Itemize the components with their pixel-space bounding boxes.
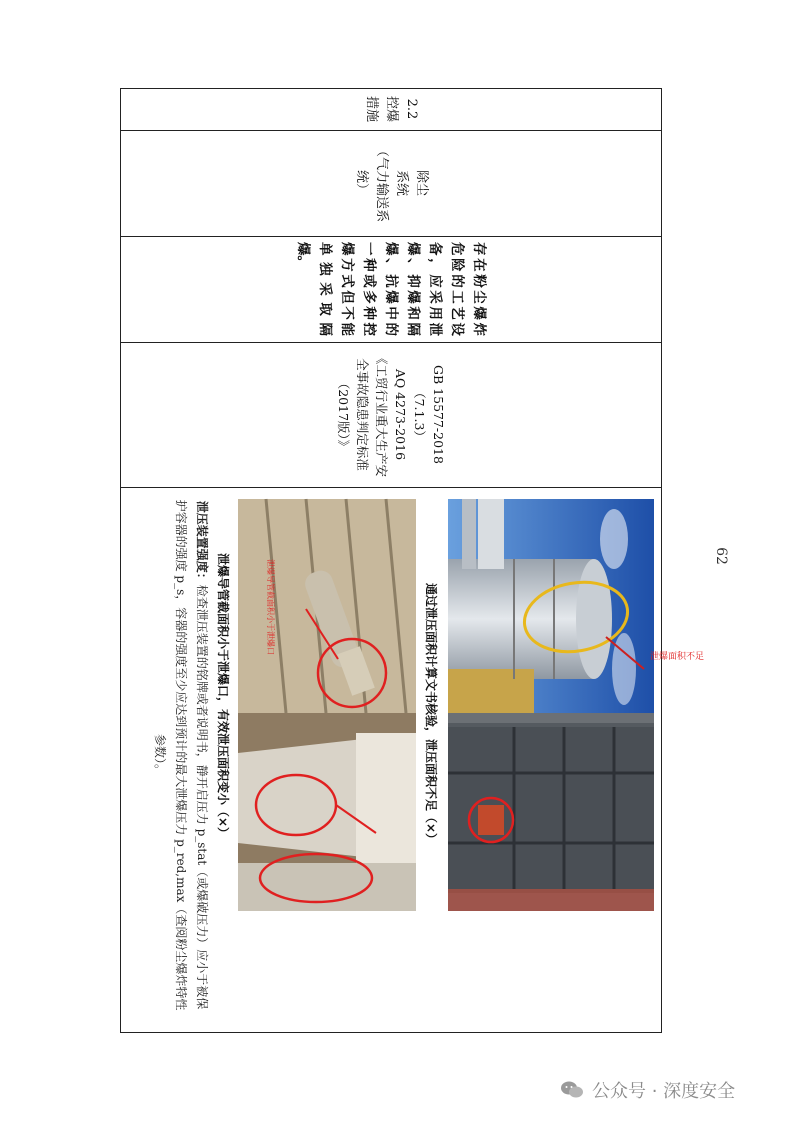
standard-3: 《工贸行业重大生产安全事故隐患判定标准（2017版）》 xyxy=(336,352,389,478)
system-name: 除尘系统 xyxy=(394,170,429,197)
rotated-page xyxy=(120,88,705,1033)
note-label: 泄压装置强度： xyxy=(195,500,209,585)
requirement-text: 存在粉尘爆炸危险的工艺设备，应采用泄爆、抑爆和隔爆、抗爆中的一种或多种控爆方式但不能单独采取隔爆。 xyxy=(295,242,487,336)
standards-cell xyxy=(120,342,662,487)
photo-label-3: 泄爆导管截面积小于泄爆口 xyxy=(266,559,275,655)
row-category: 控爆措施 xyxy=(364,96,399,123)
standard-2: AQ 4273-2016 xyxy=(393,368,408,461)
row-number: 2.2 xyxy=(404,98,419,120)
system-cell xyxy=(120,130,662,236)
watermark-text: 公众号 · 深度安全 xyxy=(592,1081,736,1102)
wechat-icon xyxy=(560,1080,584,1100)
note-text: 检查泄压装置的铭牌或者说明书，静开启压力 p_stat（或爆破压力）应小于被保护容器的强度 p_s，容器的强度至少应达到预计的最大泄爆压力 p_red,max（查阅粉尘爆炸特性参数）。 xyxy=(153,499,209,1011)
photo-silo xyxy=(448,499,705,713)
standard-1-clause: （7.1.3） xyxy=(412,386,427,443)
caption-top: 通过泄压面积计算文书核验，泄压面积不足（×） xyxy=(424,583,438,846)
standard-1: GB 15577-2018 xyxy=(431,365,446,464)
photo-label-1: 泄爆面积不足 xyxy=(650,652,705,662)
system-sub: （气力输送系统） xyxy=(354,144,389,223)
strength-note xyxy=(149,495,212,1015)
photo-vent-duct xyxy=(238,499,416,713)
photo-hopper xyxy=(238,713,416,911)
requirement-cell xyxy=(120,236,662,342)
page-number: 62 xyxy=(712,547,729,565)
row-number-cell xyxy=(120,88,662,130)
image-cell xyxy=(120,487,705,1033)
caption-bottom: 泄爆导管截面积小于泄爆口，有效泄压面积变小（×） xyxy=(216,553,230,840)
watermark xyxy=(560,1075,735,1105)
photo-collector xyxy=(448,713,654,911)
hazard-table xyxy=(120,88,705,1033)
